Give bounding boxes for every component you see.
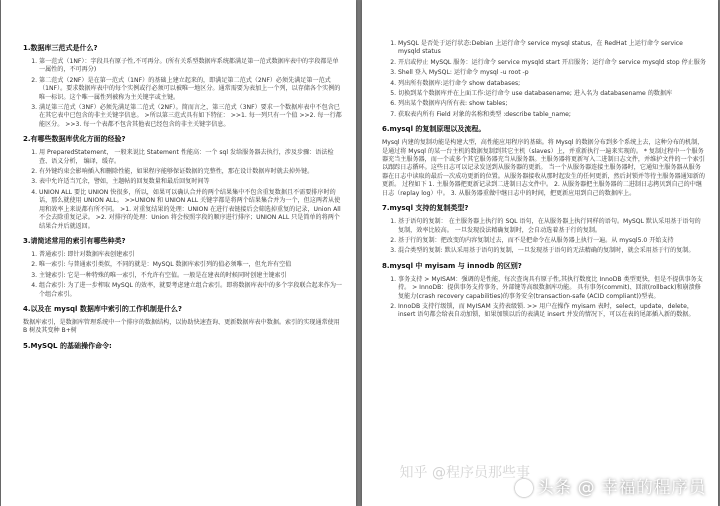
section-title: 4.以及在 mysql 数据库中索引的工作机制是什么? bbox=[23, 304, 182, 313]
section-list bbox=[23, 149, 342, 231]
right-page bbox=[362, 0, 718, 506]
section-list bbox=[23, 251, 342, 299]
list-item: 1. 用 PreparedStatement， 一般来说比 Statement 性能高：一个 sql 发给服务器去执行，涉及步骤：语法检查、语义分析， 编译，缓存。 bbox=[39, 149, 342, 166]
list-item: 1. 事务支持 > MyISAM：强调的是性能，每次查询具有原子性,其执行数度比 InnoDB 类型更快，但是不提供事务支持。 > InnoDB：提供事务支持事务，外部键等高级数据库功能。 具有事务(commit)、回滚(rollback)和崩溃修复能力(crash recovery capabilities)的事务安全(transaction-safe (ACID compliant))型表。 bbox=[398, 276, 706, 301]
section-title: 6.mysql 的复制原理以及流程。 bbox=[382, 125, 486, 134]
list-item: 3. 表中允许适当冗余，譬如，主题帖的回复数量和最后回复时间等 bbox=[39, 178, 342, 186]
list-item: 3. 主键索引: 它是一种特殊的唯一索引，不允许有空值。一般是在建表的时候同时创建主键索引 bbox=[39, 272, 342, 280]
right-page-content bbox=[362, 0, 718, 320]
watermark-text: 头条 @ 幸福的程序员 bbox=[536, 478, 706, 498]
list-item: 1. 普通索引: 即针对数据库表创建索引 bbox=[39, 251, 342, 259]
list-item: 1. 第一范式（1NF）：字段具有原子性,不可再分。(所有关系型数据库系统都满足第一范式数据库表中的字段都是单一属性的，不可再分) bbox=[39, 58, 342, 75]
list-item: 4. 列出所有数据库:运行命令 show databases; bbox=[398, 80, 706, 88]
section-title: 3.请简述常用的索引有哪些种类? bbox=[23, 236, 126, 245]
logo-icon bbox=[515, 479, 533, 497]
list-item: 2. InnoDB 支持行级锁，而 MyISAM 支持表级锁. >> 用户在操作 myisam 表时，select，update，delete，insert 语句都会给表自动加锁，如果加锁以后的表满足 insert 并发的情况下，可以在表的尾部插入新的数据。 bbox=[398, 303, 706, 320]
section-title: 2.有哪些数据库优化方面的经验? bbox=[23, 135, 126, 144]
paragraph: Mysql 内建的复制功能是构建大型，高性能应用程序的基础。将 Mysql 的数据分布到多个系统上去，这种分布的机制，是通过将 Mysql 的某一台主机的数据复制到其它主机（slaves）上，并重新执行一遍来实现的。 * 复制过程中一个服务器充当主服务器，而一个或多个其它服务器充当从服务器。主服务器将更新写入二进制日志文件，并维护文件的一个索引以跟踪日志循环。这些日志可以记录发送到从服务器的更新。 当一个从服务器连接主服务器时，它通知主服务器从服务器在日志中读取的最后一次成功更新的位置。从服务器接收从那时起发生的任何更新，然后封锁并等待主服务器通知新的更新。 过程如下 1. 主服务器把更新记录到二进制日志文件中。 2. 从服务器把主服务器的二进制日志拷贝到自己的中继日志（replay log）中。 3. 从服务器重做中继日志中的时间，把更新应用到自己的数据库上。 bbox=[382, 139, 705, 197]
left-page bbox=[1, 0, 356, 506]
section-title: 1.数据库三范式是什么? bbox=[23, 44, 98, 52]
watermark bbox=[515, 473, 706, 498]
list-item: 6. 列出某个数据库内所有表: show tables; bbox=[398, 100, 706, 108]
list-item: 1. 基于语句的复制： 在主服务器上执行的 SQL 语句，在从服务器上执行同样的语句。MySQL 默认采用基于语句的复制，效率比较高。 一旦发现没法精确复制时，会自动选着基于行的复制。 bbox=[398, 218, 706, 235]
section-list bbox=[382, 218, 706, 256]
section-title: 5.MySQL 的基础操作命令: bbox=[23, 341, 112, 350]
section-title: 8.mysql 中 myisam 与 innodb 的区别? bbox=[382, 261, 522, 270]
list-item: 2. 开启或停止 MySQL 服务：运行命令 service mysqld start 开启服务；运行命令 service mysqld stop 停止服务 bbox=[398, 59, 706, 67]
list-item: 2. 唯一索引: 与普通索引类似，不同的就是：MySQL 数据库索引列的值必须唯一，但允许有空值 bbox=[39, 261, 342, 269]
list-item: 1. MySQL 是否处于运行状态:Debian 上运行命令 service mysql status，在 RedHat 上运行命令 service mysqld status bbox=[398, 40, 706, 57]
list-item: 5. 切换到某个数据库并在上面工作:运行命令 use databasename; 进入名为 databasename 的数据库 bbox=[398, 90, 706, 98]
list-item: 3. 满足第三范式（3NF）必须先满足第二范式（2NF）。简而言之，第三范式（3NF）要求一个数据库表中不包含已在其它表中已包含的非主关键字信息。 >所以第三范式具有如下特征： >>1. 每一列只有一个值 >>2. 每一行都能区分。 >>3. 每一个表都不包含其他表已经包含的非主关键字信息。 bbox=[39, 104, 342, 129]
list-item: 7. 获取表内所有 Field 对象的名称和类型 :describe table_name; bbox=[398, 111, 706, 119]
section-list bbox=[382, 40, 706, 119]
watermark-brand: 知乎 @程序员那些事 bbox=[399, 465, 530, 481]
list-item: 4. 组合索引: 为了进一步榨取 MySQL 的效率，就要考虑建立组合索引。即将数据库表中的多个字段联合起来作为一个组合索引。 bbox=[39, 282, 342, 299]
section-list bbox=[382, 276, 706, 320]
list-item: 3. 混合类型的复制: 默认采用基于语句的复制，一旦发现基于语句的无法精确的复制时，就会采用基于行的复制。 bbox=[398, 247, 706, 255]
left-page-content bbox=[1, 0, 356, 351]
list-item: 2. 有外键约束会影响插入和删除性能，如果程序能够保证数据的完整性，那在设计数据库时就去掉外键。 bbox=[39, 168, 342, 176]
list-item: 3. Shell 登入 MySQL: 运行命令 mysql -u root -p bbox=[398, 69, 706, 77]
paragraph: 数据库索引，是数据库管理系统中一个排序的数据结构，以协助快速查询、更新数据库表中数据。索引的实现通常使用 B 树及其变种 B+树 bbox=[23, 318, 340, 335]
section-list bbox=[23, 58, 342, 129]
list-item: 2. 第二范式（2NF）是在第一范式（1NF）的基础上建立起来的，即满足第二范式（2NF）必须先满足第一范式（1NF）。要求数据库表中的每个实例或行必须可以被唯一地区分。通常需要为表加上一个列，以存储各个实例的唯一标识。这个唯一属性列被称为主关键字或主键。 bbox=[39, 77, 342, 102]
list-item: 2. 基于行的复制：把改变的内容复制过去，而不是把命令在从服务器上执行一遍。从 mysql5.0 开始支持 bbox=[398, 237, 706, 245]
section-title: 7.mysql 支持的复制类型? bbox=[382, 204, 469, 213]
list-item: 4. UNION ALL 要比 UNION 快很多，所以，如果可以确认合并的两个结果集中不包含重复数据且不需要排序时的话，那么就使用 UNION ALL。 >>UNION 和 UNION ALL 关键字都是将两个结果集合并为一个，但这两者从使用和效率上来说都有所不同。 >1. 对重复结果的处理：UNION 在进行表链接后会筛选掉重复的记录，Union All 不会去除重复记录。 >2. 对排序的处理：Union 将会按照字段的顺序进行排序；UNION ALL 只是简单的将两个结果合并后就返回。 bbox=[39, 189, 342, 231]
